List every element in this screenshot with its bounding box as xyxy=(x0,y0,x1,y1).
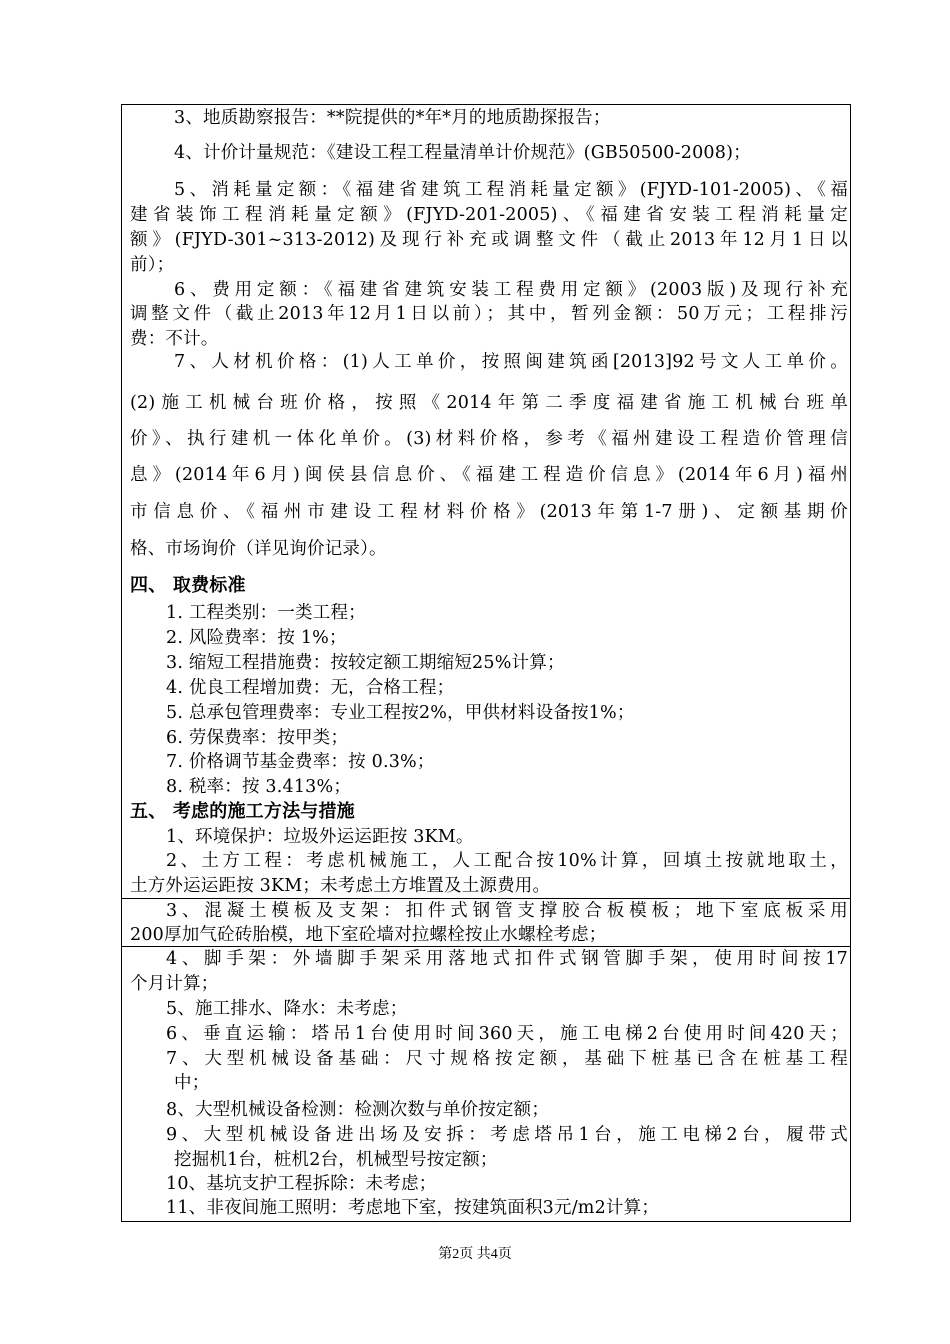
method-item: 9、大型机械设备进出场及安拆：考虑塔吊1台，施工电梯2台，履带式 xyxy=(166,1125,848,1145)
method-item: 11、非夜间施工照明：考虑地下室，按建筑面积3元/m2计算； xyxy=(166,1198,660,1218)
section-heading-5: 五、 考虑的施工方法与措施 xyxy=(130,801,355,822)
method-item: 3、混凝土模板及支架：扣件式钢管支撑胶合板模板；地下室底板采用 xyxy=(166,901,848,921)
method-item: 8、大型机械设备检测：检测次数与单价按定额； xyxy=(166,1100,550,1120)
text-line: 额》(FJYD-301~313-2012)及现行补充或调整文件（截止2013年12月1日以 xyxy=(130,230,848,250)
fee-item: 6. 劳保费率：按甲类； xyxy=(166,728,349,748)
method-item: 中； xyxy=(174,1073,210,1093)
text-line: 4、计价计量规范：《建设工程工程量清单计价规范》(GB50500-2008)； xyxy=(174,143,751,163)
fee-item: 3. 缩短工程措施费：按较定额工期缩短25%计算； xyxy=(166,653,565,673)
text-line: 建省装饰工程消耗量定额》(FJYD-201-2005)、《福建省安装工程消耗量定 xyxy=(130,205,848,225)
text-line: 3、地质勘察报告：**院提供的*年*月的地质勘探报告； xyxy=(174,108,611,128)
text-line: 调整文件（截止2013年12月1日以前）；其中，暂列金额：50万元；工程排污 xyxy=(130,304,848,324)
method-item: 200厚加气砼砖胎模，地下室砼墙对拉螺栓按止水螺栓考虑； xyxy=(130,925,607,945)
method-item: 土方外运运距按 3KM；未考虑土方堆置及土源费用。 xyxy=(130,876,551,896)
text-line: 价》、执行建机一体化单价。(3)材料价格，参考《福州建设工程造价管理信 xyxy=(130,429,848,449)
method-item: 6、垂直运输：塔吊1台使用时间360天，施工电梯2台使用时间420天； xyxy=(166,1024,848,1044)
section-heading-4: 四、 取费标准 xyxy=(130,575,246,596)
text-line: 前）； xyxy=(130,255,175,275)
method-item: 7、大型机械设备基础：尺寸规格按定额，基础下桩基已含在桩基工程 xyxy=(166,1049,848,1069)
method-item: 1、环境保护：垃圾外运运距按 3KM。 xyxy=(166,827,474,847)
fee-item: 4. 优良工程增加费：无，合格工程； xyxy=(166,678,455,698)
method-item: 4、脚手架：外墙脚手架采用落地式扣件式钢管脚手架，使用时间按17 xyxy=(166,949,848,969)
text-line: 7、人材机价格：(1)人工单价，按照闽建筑函[2013]92号文人工单价。 xyxy=(174,352,848,372)
text-line: 息》(2014年6月)闽侯县信息价、《福建工程造价信息》(2014年6月)福州 xyxy=(130,465,848,485)
page-footer: 第2页 共4页 xyxy=(438,1247,512,1262)
text-line: (2)施工机械台班价格，按照《2014年第二季度福建省施工机械台班单 xyxy=(130,393,848,413)
fee-item: 7. 价格调节基金费率：按 0.3%； xyxy=(166,752,435,772)
text-line: 6、费用定额：《福建省建筑安装工程费用定额》(2003版)及现行补充 xyxy=(174,280,848,300)
fee-item: 5. 总承包管理费率：专业工程按2%，甲供材料设备按1%； xyxy=(166,703,635,723)
method-item: 2、土方工程：考虑机械施工，人工配合按10%计算，回填土按就地取土， xyxy=(166,851,848,871)
method-item: 5、施工排水、降水：未考虑； xyxy=(166,999,408,1019)
text-line: 格、市场询价（详见询价记录）。 xyxy=(130,539,387,559)
method-item: 10、基坑支护工程拆除：未考虑； xyxy=(166,1174,437,1194)
fee-item: 2. 风险费率：按 1%； xyxy=(166,628,347,648)
method-item: 个月计算； xyxy=(130,974,219,994)
fee-item: 1. 工程类别：一类工程； xyxy=(166,603,366,623)
text-line: 费：不计。 xyxy=(130,329,219,349)
text-line: 市信息价、《福州市建设工程材料价格》(2013年第1-7册)、定额基期价 xyxy=(130,502,848,522)
method-item: 挖掘机1台，桩机2台，机械型号按定额； xyxy=(174,1150,498,1170)
fee-item: 8. 税率：按 3.413%； xyxy=(166,777,352,797)
text-line: 5、消耗量定额：《福建省建筑工程消耗量定额》(FJYD-101-2005)、《福 xyxy=(174,180,848,200)
